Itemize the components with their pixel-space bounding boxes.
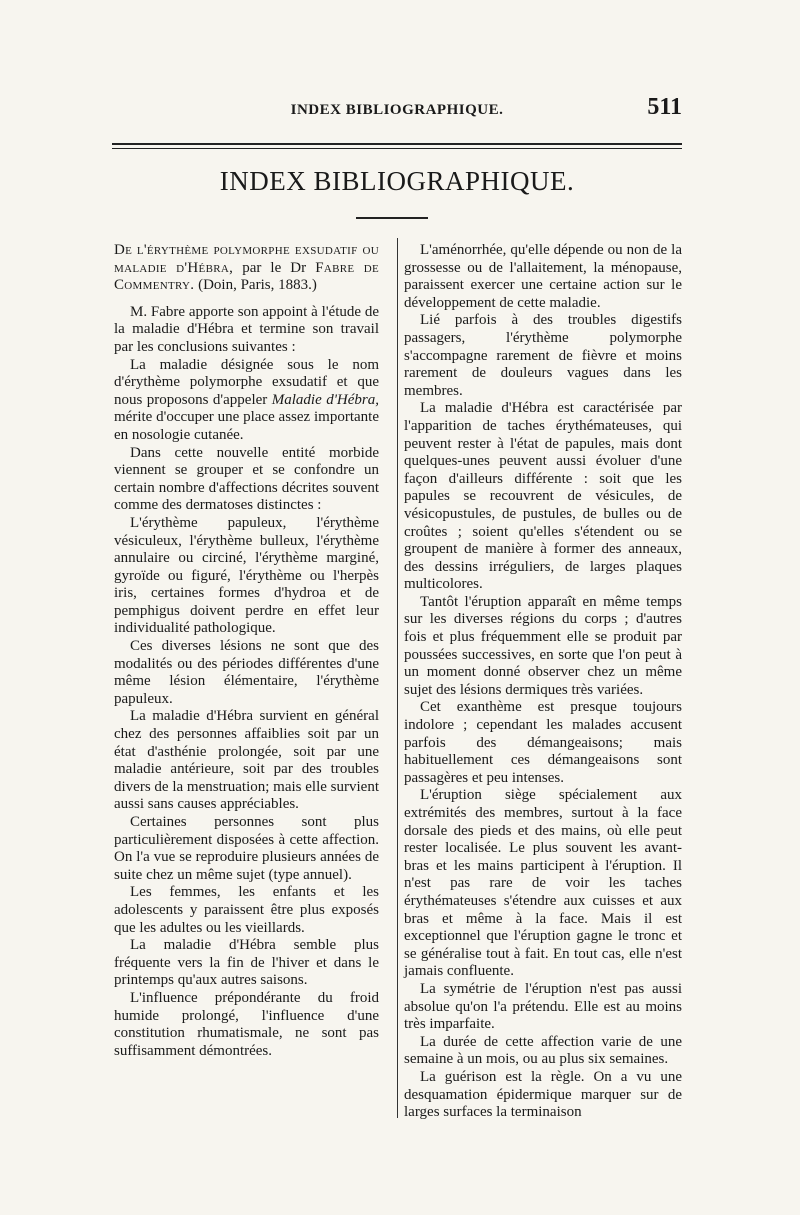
paragraph: La maladie d'Hébra est caractérisée par l'apparition de taches érythémateuses, qui peuvent rester à l'état de papules, mais dont quelques-unes peuvent aussi évoluer d'une façon d'ailleurs différente : soit que les papules se recouvrent de vésicules, de vésicopustules, de pustules, de bulles ou de croûtes ; soient qu'elles s'étendent ou se groupent de manière à former des anneaux, des dessins irréguliers, de larges plaques multicolores. [404, 400, 682, 593]
right-column [404, 242, 682, 1122]
paragraph: Ces diverses lésions ne sont que des modalités ou des périodes différentes d'une même lésion élémentaire, l'érythème papuleux. [114, 638, 379, 707]
bibliographic-reference [114, 242, 379, 295]
page-title: INDEX BIBLIOGRAPHIQUE. [219, 166, 575, 196]
paragraph: La symétrie de l'éruption n'est pas aussi absolue qu'on l'a prétendu. Elle est au moins très imparfaite. [404, 980, 682, 1033]
paragraph: Les femmes, les enfants et les adolescents y paraissent être plus exposés que les adultes ou les vieillards. [114, 884, 379, 936]
paragraph-text: La maladie désignée sous le nom d'érythème polymorphe exsudatif et que nous proposons d'appeler [114, 356, 379, 408]
page-number: 511 [647, 94, 682, 120]
paragraph: M. Fabre apporte son appoint à l'étude de la maladie d'Hébra et termine son travail par les conclusions suivantes : [114, 303, 379, 355]
ref-de: De [114, 242, 133, 258]
ref-title: l'érythème polymorphe exsudatif ou maladie d'Hébra, [114, 242, 379, 276]
paragraph: Certaines personnes sont plus particulièrement disposées à cette affection. On l'a vue se reproduire plusieurs années de suite chez un même sujet (type annuel). [114, 814, 379, 883]
header-rule-thin [112, 148, 682, 149]
paragraph: L'influence prépondérante du froid humide prolongé, l'influence d'une constitution rhumatismale, ne sont pas suffisamment démontrées. [114, 989, 379, 1059]
paragraph [114, 357, 379, 445]
title-rule [356, 217, 428, 219]
paragraph: Tantôt l'éruption apparaît en même temps sur les diverses régions du corps ; d'autres fois et plus fréquemment elle se produit par poussées successives, en sorte que l'on peut à un moment donné observer chez un même sujet des lésions dermiques très variées. [404, 593, 682, 698]
paragraph: Dans cette nouvelle entité morbide viennent se grouper et se confondre un certain nombre d'affections décrites souvent comme des dermatoses distinctes : [114, 444, 379, 514]
paragraph: L'érythème papuleux, l'érythème vésiculeux, l'érythème bulleux, l'érythème annulaire ou circiné, l'érythème marginé, gyroïde ou figuré, l'érythème ou l'herpès iris, certaines formes d'hydroa et de pemphigus doivent perdre en effet leur individualité pathologique. [114, 514, 379, 637]
paragraph: La maladie d'Hébra survient en général chez des personnes affaiblies soit par un état d'asthénie prolongée, soit par une maladie antérieure, soit par des troubles divers de la menstruation; mais elle survient aussi sans causes appréciables. [114, 708, 379, 813]
paragraph-text: mérite d'occuper une place assez importante en nosologie cutanée. [114, 409, 379, 443]
ref-par: par le Dr [242, 259, 307, 276]
column-divider [397, 238, 398, 1118]
paragraph: La guérison est la règle. On a vu une desquamation épidermique marquer sur de larges surfaces la terminaison [404, 1068, 682, 1121]
ref-publisher: (Doin, Paris, 1883.) [198, 277, 317, 294]
paragraph: L'éruption siège spécialement aux extrémités des membres, surtout à la face dorsale des pieds et des mains, où elle peut rester localisée. Le plus souvent les avant-bras et les mains participent à l'éruption. Il n'est pas rare de voir les taches érythémateuses s'étendre aux cuisses et aux bras et même à la face. Mais il est exceptionnel que l'éruption gagne le tronc et se généralise tout à fait. En tout cas, elle n'est jamais confluente. [404, 787, 682, 980]
running-title: INDEX BIBLIOGRAPHIQUE. [290, 102, 504, 118]
paragraph: L'aménorrhée, qu'elle dépende ou non de la grossesse ou de l'allaitement, la ménopause, paraissent exercer une certaine action sur le développement de cette maladie. [404, 242, 682, 311]
italic-term: Maladie d'Hébra, [271, 391, 379, 408]
paragraph: La durée de cette affection varie de une semaine à un mois, ou au plus six semaines. [404, 1033, 682, 1068]
running-head [112, 92, 682, 122]
left-column [114, 242, 379, 1060]
ref-author: Fabre de Commentry. [114, 259, 379, 294]
paragraph: Lié parfois à des troubles digestifs passagers, l'érythème polymorphe s'accompagne rarement de fièvre et moins rarement de douleurs vagues dans les membres. [404, 312, 682, 399]
paragraph: Cet exanthème est presque toujours indolore ; cependant les malades accusent parfois des démangeaisons; mais habituellement ces démangeaisons sont passagères et peu intenses. [404, 699, 682, 786]
paragraph: La maladie d'Hébra semble plus fréquente vers la fin de l'hiver et dans le printemps qu'aux autres saisons. [114, 937, 379, 989]
header-rule-thick [112, 143, 682, 145]
